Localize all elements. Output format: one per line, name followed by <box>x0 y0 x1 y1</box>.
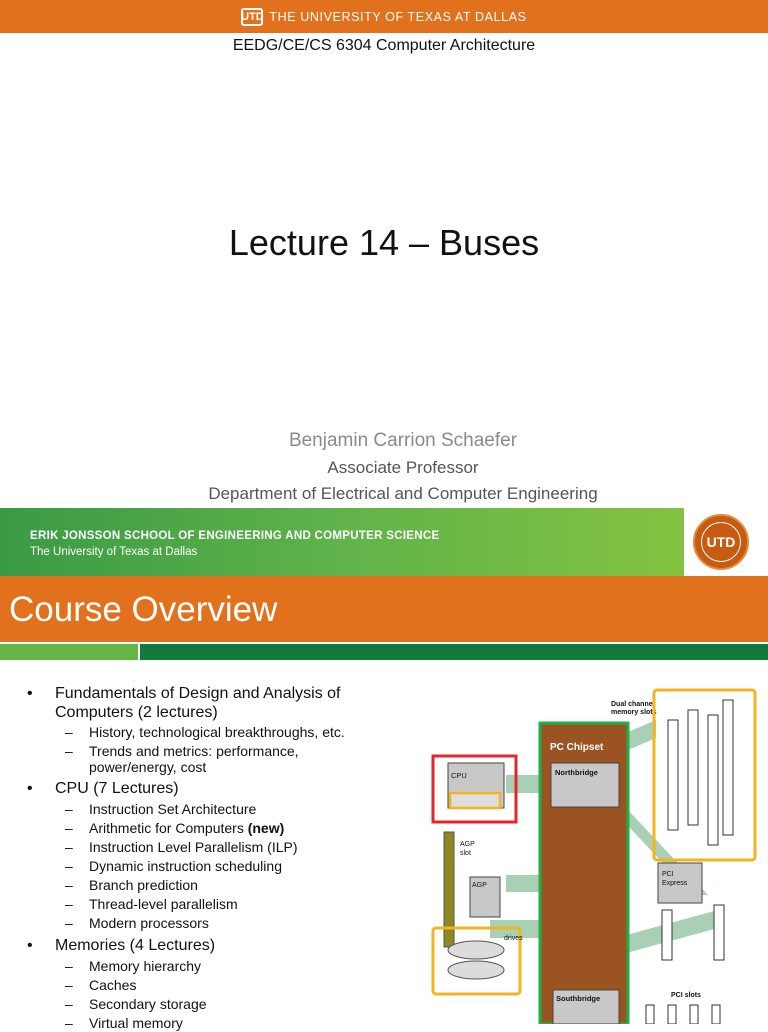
dash-icon: – <box>65 977 73 993</box>
agp-slot-label-2: slot <box>460 850 471 857</box>
memory-slot <box>708 715 718 845</box>
dash-icon: – <box>65 801 73 817</box>
southbridge-label: Southbridge <box>556 994 601 1003</box>
bus-agp <box>506 875 543 892</box>
dash-icon: – <box>65 958 73 974</box>
sub-item-label: Arithmetic for Computers <box>89 820 244 836</box>
school-university: The University of Texas at Dallas <box>30 546 198 558</box>
dash-icon: – <box>65 915 73 931</box>
sub-item-label: Instruction Level Parallelism (ILP) <box>89 839 298 855</box>
memory-slots <box>668 700 733 845</box>
pc-architecture-diagram <box>418 680 768 1024</box>
sub-item <box>65 958 202 975</box>
dash-icon: – <box>65 996 73 1012</box>
bullet-item <box>27 936 216 955</box>
bullet-dot-icon: • <box>27 685 33 702</box>
agp-slot-label-1: AGP <box>460 841 475 848</box>
bullet-label: Memories (4 Lectures) <box>55 937 216 954</box>
university-banner <box>0 0 768 33</box>
sub-item <box>65 858 282 875</box>
new-tag: (new) <box>247 820 285 836</box>
author-department: Department of Electrical and Computer Engineering <box>208 484 598 503</box>
pci-express-label-2: Express <box>662 880 688 887</box>
dash-icon: – <box>65 820 73 836</box>
header-rule-light <box>0 644 138 660</box>
cpu-cache-highlight <box>450 793 500 808</box>
sub-item-label: History, technological breakthroughs, etc. <box>89 724 345 740</box>
memory-label-2: memory slots <box>611 709 657 716</box>
agp-slot-bar <box>444 832 454 947</box>
pci-slot <box>646 1005 654 1024</box>
sub-item-label: Instruction Set Architecture <box>89 801 257 817</box>
school-name: ERIK JONSSON SCHOOL OF ENGINEERING AND COMPUTER SCIENCE <box>30 530 440 542</box>
university-name: THE UNIVERSITY OF TEXAS AT DALLAS <box>269 9 527 24</box>
utd-logo-icon: UTD <box>241 8 263 26</box>
sub-item-label: Trends and metrics: performance, power/energy, cost <box>89 743 299 775</box>
lecture-title: Lecture 14 – Buses <box>228 222 540 263</box>
dash-icon: – <box>65 839 73 855</box>
pci-slot <box>712 1005 720 1024</box>
memory-label-1: Dual channel <box>611 701 655 708</box>
slide-title: Course Overview <box>9 590 278 629</box>
dash-icon: – <box>65 877 73 893</box>
author-name: Benjamin Carrion Schaefer <box>288 430 518 451</box>
pci-slots-label: PCI slots <box>671 992 701 999</box>
pcie-slot <box>662 910 672 960</box>
pci-express-label-1: PCI <box>662 871 674 878</box>
dash-icon: – <box>65 858 73 874</box>
drive-disk-icon <box>448 941 504 959</box>
sub-item-label: Memory hierarchy <box>89 958 202 974</box>
cpu-label: CPU <box>451 771 467 780</box>
bullet-label: CPU (7 Lectures) <box>55 780 179 797</box>
sub-item-label: Dynamic instruction scheduling <box>89 858 282 874</box>
bullet-item <box>27 684 385 722</box>
school-band <box>0 508 768 576</box>
pci-slots <box>646 1005 720 1024</box>
sub-item <box>65 996 207 1013</box>
agp-label: AGP <box>472 882 487 889</box>
header-rule-dark <box>140 644 768 660</box>
dash-icon: – <box>65 896 73 912</box>
sub-item <box>65 977 137 994</box>
sub-item-label: Thread-level parallelism <box>89 896 238 912</box>
drive-disk-icon <box>448 961 504 979</box>
bullet-label: Fundamentals of Design and Analysis of Computers (2 lectures) <box>55 685 341 721</box>
drives-label: drives <box>504 935 523 942</box>
sub-item <box>65 801 257 818</box>
northbridge-label: Northbridge <box>555 768 598 777</box>
bullet-dot-icon: • <box>27 937 33 954</box>
sub-item-label: Modern processors <box>89 915 209 931</box>
sub-item <box>65 724 345 741</box>
dash-icon: – <box>65 743 73 759</box>
utd-seal-icon <box>693 514 749 570</box>
utd-seal-text: UTD <box>701 522 741 562</box>
sub-item <box>65 743 359 775</box>
sub-item-label: Branch prediction <box>89 877 198 893</box>
sub-item <box>65 839 298 856</box>
course-title: EEDG/CE/CS 6304 Computer Architecture <box>232 37 536 54</box>
pcie-slot <box>714 905 724 960</box>
sub-item <box>65 896 238 913</box>
memory-slot <box>688 710 698 825</box>
pc-chipset-label: PC Chipset <box>550 742 604 753</box>
memory-slot <box>723 700 733 835</box>
pci-slot <box>668 1005 676 1024</box>
sub-item <box>65 820 285 837</box>
memory-slot <box>668 720 678 830</box>
bullet-item <box>27 779 179 798</box>
sub-item-label: Secondary storage <box>89 996 207 1012</box>
sub-item <box>65 877 198 894</box>
sub-item-label: Caches <box>89 977 137 993</box>
author-position: Associate Professor <box>327 458 479 477</box>
dash-icon: – <box>65 1015 73 1031</box>
pci-slot <box>690 1005 698 1024</box>
sub-item-label: Virtual memory <box>89 1015 183 1031</box>
sub-item <box>65 915 209 932</box>
dash-icon: – <box>65 724 73 740</box>
bullet-dot-icon: • <box>27 780 33 797</box>
